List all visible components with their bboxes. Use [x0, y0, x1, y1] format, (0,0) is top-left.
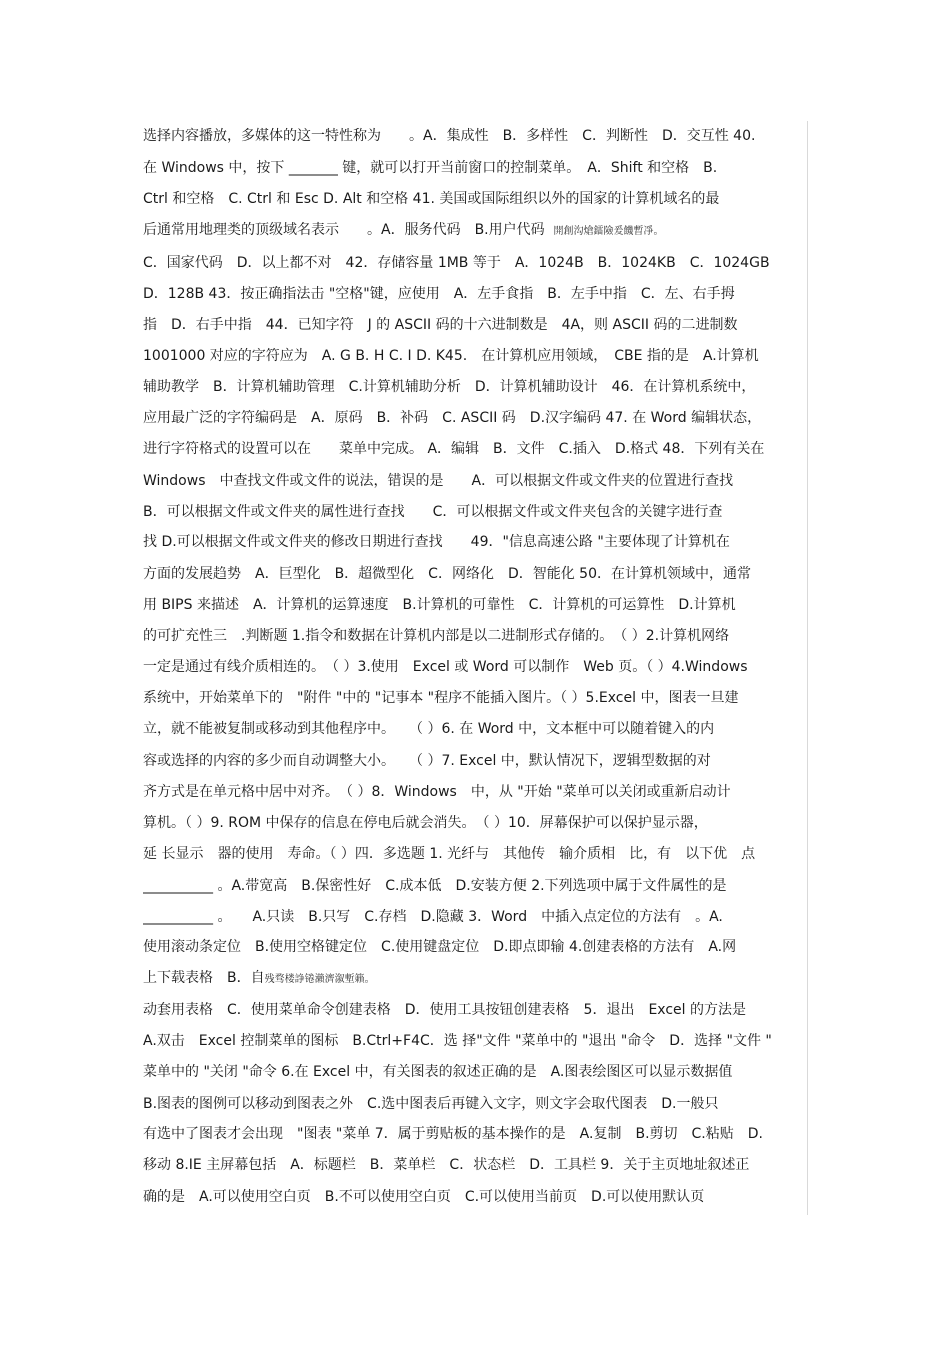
text-line-with-watermark — [143, 965, 807, 991]
text-line: 找 D.可以根据文件或文件夹的修改日期进行查找 49．"信息高速公路 "主要体现了计算机在 — [143, 534, 730, 550]
text-line: 有选中了图表才会出现 "图表 "菜单 7．属于剪贴板的基本操作的是 A.复制 B.剪切 C.粘贴 D. — [143, 1126, 763, 1142]
watermark-text: 開創沟熗鐳險爰饑暫凈。 — [553, 226, 664, 237]
line-text: 上下载表格 B．自 — [143, 970, 265, 986]
text-line: 动套用表格 C．使用菜单命令创建表格 D．使用工具按钮创建表格 5．退出 Excel 的方法是 — [143, 1002, 746, 1018]
text-line: Ctrl 和空格 C. Ctrl 和 Esc D. Alt 和空格 41. 美国或国际组织以外的国家的计算机域名的最 — [143, 191, 720, 207]
text-line: 应用最广泛的字符编码是 A．原码 B．补码 C. ASCII 码 D.汉字编码 47. 在 Word 编辑状态， — [143, 410, 762, 426]
text-line: 一定是通过有线介质相连的。 （ ）3.使用 Excel 或 Word 可以制作 Web 页。（ ）4.Windows — [143, 659, 748, 675]
document-text — [143, 121, 808, 1215]
text-line: 指 D．右手中指 44．已知字符 J 的 ASCII 码的十六进制数是 4A，则 ASCII 码的二进制数 — [143, 317, 738, 333]
text-line: 延 长显示 器的使用 寿命。（ ）四．多选题 1. 光纤与 其他传 输介质相 比，有 以下优 点 — [143, 846, 756, 862]
text-line: 方面的发展趋势 A．巨型化 B．超微型化 C．网络化 D．智能化 50．在计算机领域中，通常 — [143, 566, 751, 582]
text-line: 齐方式是在单元格中居中对齐。 （ ）8．Windows 中，从 "开始 "菜单可以关闭或重新启动计 — [143, 784, 731, 800]
text-line: 容或选择的内容的多少而自动调整大小。 （ ）7. Excel 中，默认情况下，逻辑型数据的对 — [143, 753, 711, 769]
text-line: 在 Windows 中，按下 _______ 键，就可以打开当前窗口的控制菜单。 A．Shift 和空格 B. — [143, 160, 718, 176]
text-line: 辅助教学 B．计算机辅助管理 C.计算机辅助分析 D．计算机辅助设计 46．在计算机系统中， — [143, 379, 756, 395]
text-line: 的可扩充性三 .判断题 1.指令和数据在计算机内部是以二进制形式存储的。 （ ）2.计算机网络 — [143, 628, 730, 644]
text-line: 1001000 对应的字符应为 A. G B. H C. I D. K45. 在计算机应用领域， CBE 指的是 A.计算机 — [143, 348, 759, 364]
text-line: B．可以根据文件或文件夹的属性进行查找 C．可以根据文件或文件夹包含的关键字进行查 — [143, 504, 723, 520]
watermark-text: 残骛楼諍锩瀨濟溆塹籟。 — [264, 974, 375, 985]
text-line: A.双击 Excel 控制菜单的图标 B.Ctrl+F4C．选 择"文件 "菜单中的 "退出 "命令 D．选择 "文件 " — [143, 1033, 772, 1049]
text-line: 选择内容播放，多媒体的这一特性称为 。A．集成性 B．多样性 C．判断性 D．交互性 40. — [143, 128, 756, 144]
text-line: 用 BIPS 来描述 A．计算机的运算速度 B.计算机的可靠性 C．计算机的可运算性 D.计算机 — [143, 597, 736, 613]
text-line: 立，就不能被复制或移动到其他程序中。 （ ）6. 在 Word 中，文本框中可以随着键入的内 — [143, 721, 715, 737]
text-line: D．128B 43．按正确指法击 "空格"键，应使用 A．左手食指 B．左手中指 C．左、右手拇 — [143, 286, 735, 302]
text-line: 使用滚动条定位 B.使用空格键定位 C.使用键盘定位 D.即点即输 4.创建表格的方法有 A.网 — [143, 939, 737, 955]
text-line: 算机。（ ）9. ROM 中保存的信息在停电后就会消失。 （ ）10．屏幕保护可以保护显示器， — [143, 815, 708, 831]
line-text: 后通常用地理类的顶级域名表示 。A．服务代码 B.用户代码 — [143, 222, 545, 238]
text-line: __________ 。 A.只读 B.只写 C.存档 D.隐藏 3．Word 中插入点定位的方法有 。A. — [143, 909, 723, 925]
text-line: 移动 8.IE 主屏幕包括 A．标题栏 B．菜单栏 C．状态栏 D．工具栏 9．关于主页地址叙述正 — [143, 1157, 750, 1173]
text-line: 菜单中的 "关闭 "命令 6.在 Excel 中，有关图表的叙述正确的是 A.图表绘图区可以显示数据值 — [143, 1064, 733, 1080]
text-line: 进行字符格式的设置可以在 菜单中完成。 A．编辑 B．文件 C.插入 D.格式 48．下列有关在 — [143, 441, 765, 457]
text-line-with-watermark — [143, 217, 807, 243]
text-line: 确的是 A.可以使用空白页 B.不可以使用空白页 C.可以使用当前页 D.可以使用默认页 — [143, 1189, 705, 1205]
text-line: 系统中，开始菜单下的 "附件 "中的 "记事本 "程序不能插入图片。（ ）5.Excel 中，图表一旦建 — [143, 690, 739, 706]
text-line: C．国家代码 D．以上都不对 42．存储容量 1MB 等于 A．1024B B．1024KB C．1024GB — [143, 255, 770, 271]
text-line: __________ 。A.带宽高 B.保密性好 C.成本低 D.安装方便 2.下列选项中属于文件属性的是 — [143, 878, 727, 894]
text-line: Windows 中查找文件或文件的说法，错误的是 A．可以根据文件或文件夹的位置进行查找 — [143, 473, 734, 489]
text-line: B.图表的图例可以移动到图表之外 C.选中图表后再键入文字，则文字会取代图表 D.一般只 — [143, 1096, 719, 1112]
